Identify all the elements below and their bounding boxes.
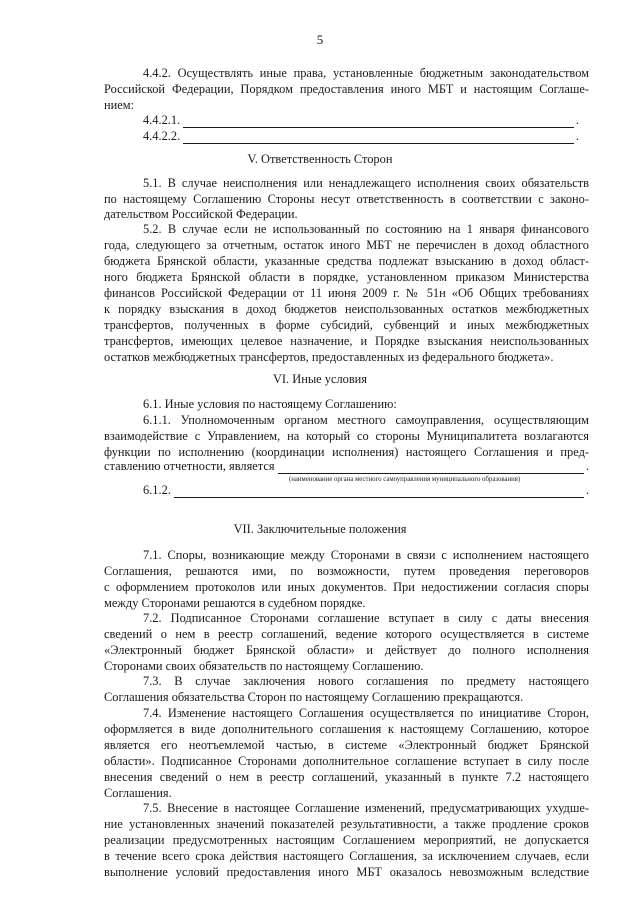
item-4-4-2-2-label: 4.4.2.2. bbox=[143, 129, 181, 143]
blank-line-6-1-1: ставлению отчетности, является . bbox=[104, 459, 589, 473]
paragraph-4-4-2-line: 4.4.2. Осуществлять иные права, установленные бюджетным законодательством bbox=[143, 66, 589, 80]
field-caption: (наименование органа местного самоуправления муниципального образования) bbox=[289, 476, 521, 483]
paragraph-7-1-line: 7.1. Споры, возникающие между Сторонами в связи с исполнением настоящего bbox=[143, 548, 589, 562]
paragraph-7-1-line: с оформлением протоколов или иных документов. При недостижении согласия споры bbox=[104, 580, 589, 594]
page-number: 5 bbox=[316, 32, 324, 47]
paragraph-5-2-line: трансфертов, полученных в форме субсидий, субвенций и иных межбюджетных bbox=[104, 318, 589, 332]
section-5-title: V. Ответственность Сторон bbox=[247, 152, 393, 166]
paragraph-5-2-line: к порядку взыскания в доход бюджетов неиспользованных остатков межбюджетных bbox=[104, 302, 589, 316]
item-4-4-2-1-label: 4.4.2.1. bbox=[143, 113, 181, 127]
paragraph-7-4-line: оформляется в виде дополнительного соглашения к настоящему Соглашению, которое bbox=[104, 722, 589, 736]
blank-line-4-4-2-2: 4.4.2.2. . bbox=[143, 129, 579, 143]
paragraph-7-4-line: является его неотъемлемой частью, в системе «Электронный бюджет Брянской bbox=[104, 738, 589, 752]
paragraph-7-5-line: в течение всего срока действия настоящего Соглашения, за исключением случаев, если bbox=[104, 849, 589, 863]
paragraph-5-2-line: бюджета Брянской области, указанные средства подлежат взысканию в доход област- bbox=[104, 254, 589, 268]
paragraph-5-2-line: ного бюджета Брянской области в порядке, установленном приказом Министерства bbox=[104, 270, 589, 284]
paragraph-7-1-line: Соглашения, решаются ими, по возможности, путем проведения переговоров bbox=[104, 564, 589, 578]
item-6-1-2-label: 6.1.2. bbox=[143, 483, 171, 497]
paragraph-5-2-line: трансфертов, имеющих целевое назначение, и Порядке взыскания неиспользованных bbox=[104, 334, 589, 348]
paragraph-7-4-line: Соглашения. bbox=[104, 786, 172, 800]
blank-line-4-4-2-1: 4.4.2.1. . bbox=[143, 113, 579, 127]
paragraph-5-1-line: по настоящему Соглашению Стороны несут ответственность в соответствии с законо- bbox=[104, 192, 589, 206]
paragraph-5-1-line: 5.1. В случае неисполнения или ненадлежащего исполнения своих обязательств bbox=[143, 176, 589, 190]
paragraph-4-4-2-line: нием: bbox=[104, 98, 135, 112]
section-6-title: VI. Иные условия bbox=[272, 372, 368, 386]
paragraph-6-1-1-line: ставлению отчетности, является bbox=[104, 459, 275, 473]
paragraph-6-1-1-line: функции по исполнению (координации исполнения) настоящего Соглашения и пред- bbox=[104, 445, 589, 459]
section-7-title: VII. Заключительные положения bbox=[233, 522, 407, 536]
paragraph-5-2-line: финансов Российской Федерации от 11 июня 2009 г. № 51н «Об Общих требованиях bbox=[104, 286, 589, 300]
paragraph-7-3-line: 7.3. В случае заключения нового соглашения по предмету настоящего bbox=[143, 674, 589, 688]
fill-in-rule bbox=[183, 116, 574, 128]
paragraph-7-5-line: реализации предусмотренных настоящим Соглашением мероприятий, не допускается bbox=[104, 833, 589, 847]
paragraph-7-4-line: 7.4. Изменение настоящего Соглашения осуществляется по инициативе Сторон, bbox=[143, 706, 589, 720]
paragraph-7-5-line: 7.5. Внесение в настоящее Соглашение изменений, предусматривающих ухудше- bbox=[143, 801, 589, 815]
paragraph-7-1-line: между Сторонами решаются в судебном порядке. bbox=[104, 596, 366, 610]
paragraph-6-1: 6.1. Иные условия по настоящему Соглашению: bbox=[143, 397, 397, 411]
paragraph-7-4-line: области». Подписанное Сторонами дополнительное соглашение вступает в силу после bbox=[104, 754, 589, 768]
paragraph-5-1-line: дательством Российской Федерации. bbox=[104, 207, 298, 221]
paragraph-7-2-line: «Электронный бюджет Брянской области» и действует до полного исполнения bbox=[104, 643, 589, 657]
paragraph-7-4-line: внесения сведений о нем в реестр соглашений, указанный в пункте 7.2 настоящего bbox=[104, 770, 589, 784]
paragraph-6-1-1-line: 6.1.1. Уполномоченным органом местного самоуправления, осуществляющим bbox=[143, 413, 589, 427]
paragraph-7-5-line: ние установленных значений показателей результативности, а также продление сроков bbox=[104, 817, 589, 831]
paragraph-7-3-line: Соглашения обязательства Сторон по настоящему Соглашению прекращаются. bbox=[104, 690, 524, 704]
paragraph-5-2-line: 5.2. В случае если не использованный по состоянию на 1 января финансового bbox=[143, 222, 589, 236]
fill-in-rule bbox=[183, 132, 574, 144]
paragraph-4-4-2-line: Российской Федерации, Порядком предоставления иного МБТ и настоящим Соглаше- bbox=[104, 82, 589, 96]
fill-in-rule bbox=[174, 486, 584, 498]
paragraph-5-2-line: остатков межбюджетных трансфертов, предоставленных из федерального бюджета». bbox=[104, 350, 554, 364]
paragraph-7-2-line: Сторонами своих обязательств по настоящему Соглашению. bbox=[104, 659, 424, 673]
paragraph-7-5-line: выполнение условий предоставления иного МБТ оказалось невозможным вследствие bbox=[104, 865, 589, 879]
fill-in-rule bbox=[278, 462, 584, 474]
paragraph-7-2-line: сведений о нем в реестр соглашений, ведение которого осуществляется в системе bbox=[104, 627, 589, 641]
paragraph-5-2-line: года, следующего за отчетным, остаток иного МБТ не перечислен в доход областного bbox=[104, 238, 589, 252]
paragraph-7-2-line: 7.2. Подписанное Сторонами соглашение вступает в силу с даты внесения bbox=[143, 611, 589, 625]
blank-line-6-1-2: 6.1.2. . bbox=[143, 483, 589, 497]
paragraph-6-1-1-line: взаимодействие с Управлением, на который со стороны Муниципалитета возлагаются bbox=[104, 429, 589, 443]
